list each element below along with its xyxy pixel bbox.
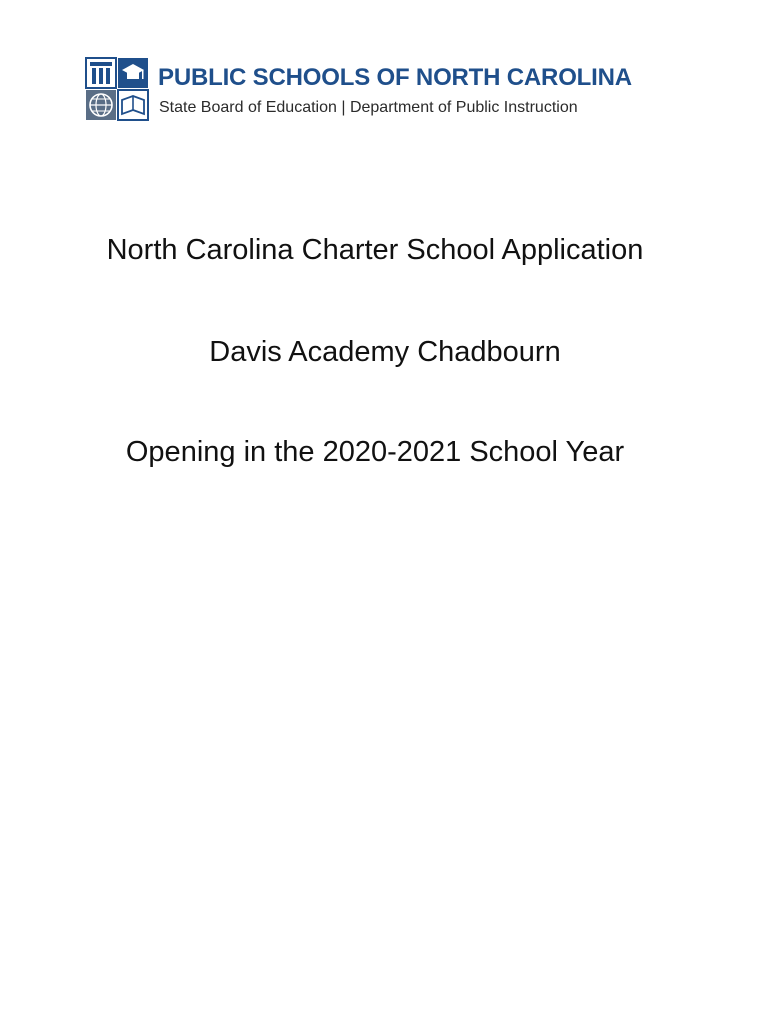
logo-title: PUBLIC SCHOOLS OF NORTH CAROLINA [158,64,632,91]
opening-year: Opening in the 2020-2021 School Year [125,436,625,468]
nc-public-schools-logo [84,56,664,126]
nc-dpi-emblem-icon [84,56,150,122]
school-name: Davis Academy Chadbourn [209,336,561,368]
logo-subtitle: State Board of Education | Department of Public Instruction [159,99,578,116]
application-heading: North Carolina Charter School Application [106,234,644,266]
